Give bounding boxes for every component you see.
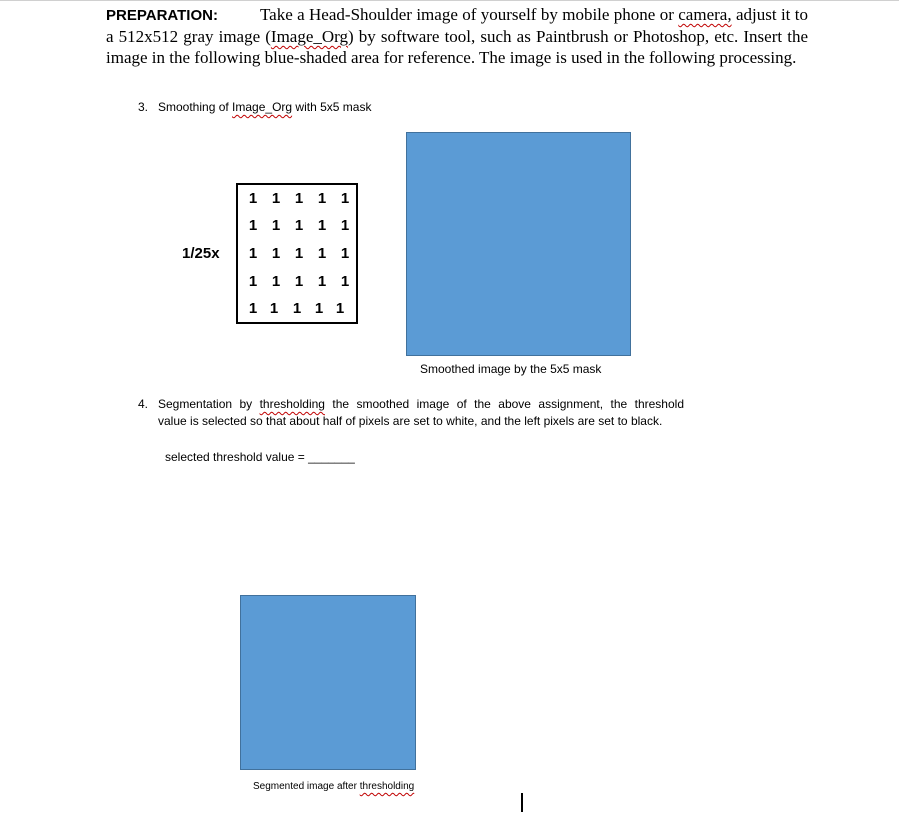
- mask-cell: 1: [248, 245, 258, 262]
- mask-cell: 1: [317, 245, 327, 262]
- mask-cell: 1: [248, 217, 258, 234]
- mask-row: [238, 190, 356, 210]
- mask-cell: 1: [317, 190, 327, 207]
- mask-cell: 1: [248, 300, 258, 317]
- mask-cell: 1: [335, 300, 345, 317]
- spellcheck-word-camera: camera,: [678, 5, 732, 24]
- mask-row: [238, 245, 356, 265]
- mask-cell: 1: [340, 245, 350, 262]
- preparation-text-1: Take a Head-Shoulder image of yourself by mobile phone or: [259, 5, 679, 24]
- item-3-suffix: with 5x5 mask: [292, 100, 372, 114]
- mask-cell: 1: [248, 273, 258, 290]
- preparation-text-3: ) by software tool, such as Paintbrush or Photoshop, etc. Insert the image in the following blue-shaded area for reference. The image is used in the following processing.: [106, 27, 808, 67]
- threshold-value-line: [165, 449, 425, 466]
- item-3-smoothing: [138, 99, 698, 116]
- mask-scale-factor: 1/25x: [182, 245, 220, 262]
- segmented-caption-thresholding: thresholding: [359, 781, 415, 792]
- preparation-text-2: adjust it to a 512x512 gray image (: [106, 5, 808, 46]
- segmented-image-caption: [253, 781, 414, 792]
- item-4-number: 4.: [138, 397, 149, 411]
- mask-cell: 1: [340, 273, 350, 290]
- spellcheck-word-image-org: Image_Org: [270, 27, 349, 46]
- mask-cell: 1: [271, 190, 281, 207]
- preparation-label: PREPARATION:: [106, 7, 218, 24]
- mask-cell: 1: [271, 273, 281, 290]
- mask-cell: 1: [317, 217, 327, 234]
- item-4-line-1-suffix: the smoothed image of the above assignment, the threshold: [324, 397, 684, 411]
- spellcheck-word-thresholding: thresholding: [259, 397, 325, 411]
- mask-matrix: [236, 183, 358, 324]
- mask-cell: 1: [317, 273, 327, 290]
- item-3-image-org: Image_Org: [232, 100, 293, 114]
- mask-cell: 1: [271, 245, 281, 262]
- mask-cell: 1: [271, 217, 281, 234]
- text-cursor: [521, 793, 523, 812]
- mask-cell: 1: [294, 273, 304, 290]
- item-4-line-2: value is selected so that about half of pixels are set to white, and the left pixels are set to black.: [158, 414, 663, 428]
- item-3-number: 3.: [138, 100, 149, 114]
- mask-row: [238, 300, 356, 320]
- item-4-line-1-prefix: Segmentation by: [158, 397, 260, 411]
- mask-cell: 1: [340, 217, 350, 234]
- segmented-caption-prefix: Segmented image after: [253, 781, 360, 792]
- mask-cell: 1: [294, 190, 304, 207]
- mask-cell: 1: [269, 300, 279, 317]
- segmented-image-placeholder[interactable]: [240, 595, 416, 770]
- mask-cell: 1: [294, 217, 304, 234]
- mask-row: [238, 273, 356, 293]
- mask-cell: 1: [292, 300, 302, 317]
- mask-cell: 1: [340, 190, 350, 207]
- item-4-segmentation: [138, 396, 698, 432]
- item-4-line-1: [158, 396, 684, 413]
- mask-cell: 1: [294, 245, 304, 262]
- mask-cell: 1: [314, 300, 324, 317]
- mask-cell: 1: [248, 190, 258, 207]
- page-top-border: [0, 0, 899, 1]
- preparation-paragraph: [106, 4, 808, 68]
- smoothed-image-placeholder[interactable]: [406, 132, 631, 356]
- threshold-value-label: selected threshold value =: [165, 450, 305, 464]
- smoothed-image-caption: Smoothed image by the 5x5 mask: [420, 362, 602, 376]
- threshold-value-blank[interactable]: _______: [308, 450, 355, 464]
- item-3-text: [158, 99, 371, 116]
- item-3-prefix: Smoothing of: [158, 100, 233, 114]
- mask-row: [238, 217, 356, 237]
